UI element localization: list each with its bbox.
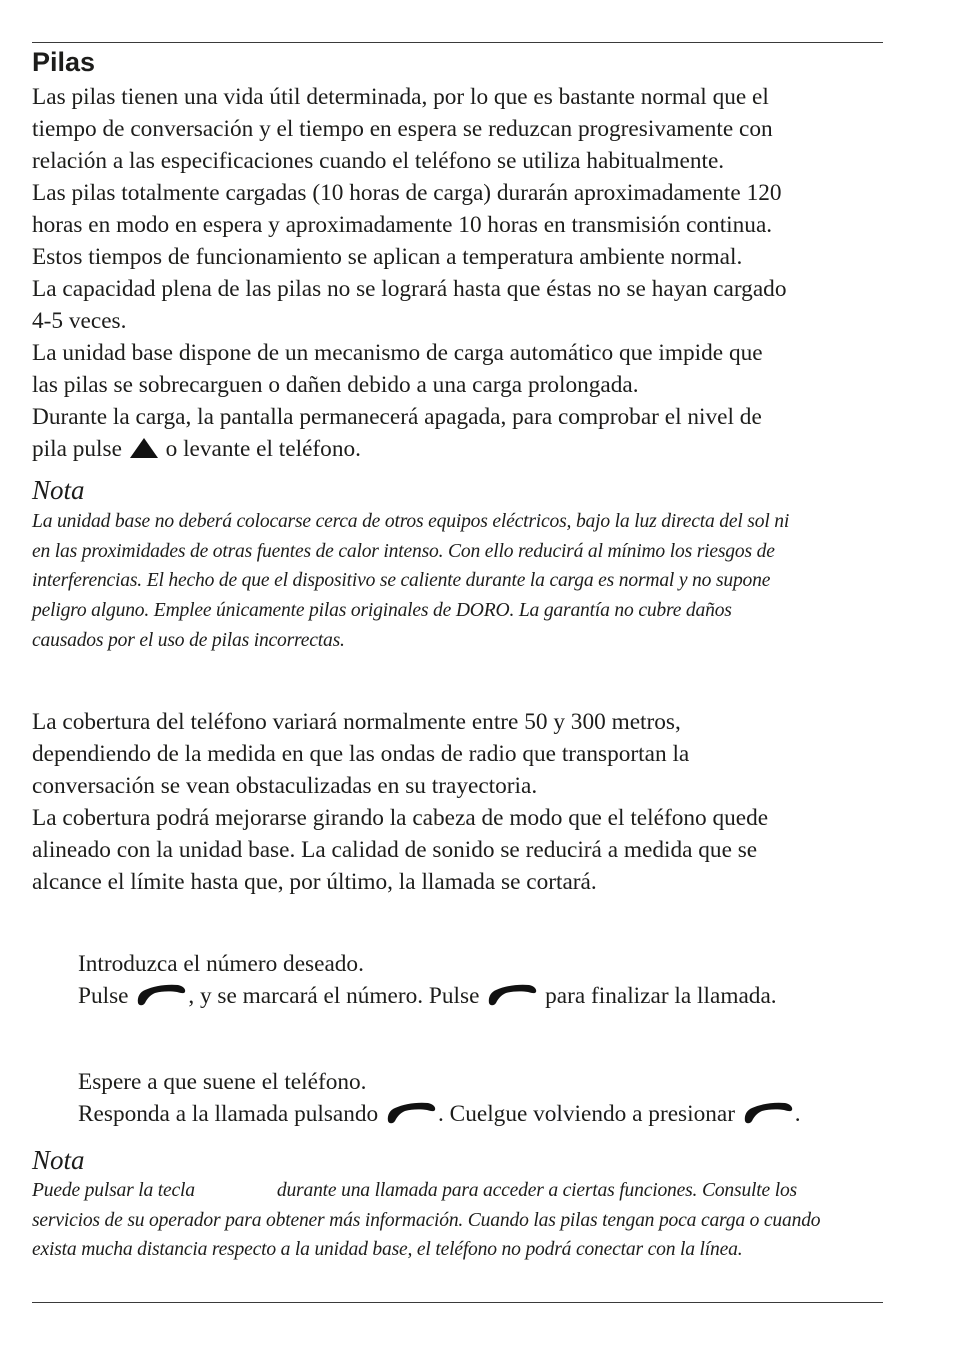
text-line: Estos tiempos de funcionamiento se aplican a temperatura ambiente normal. [32,244,743,270]
note-line: La unidad base no deberá colocarse cerca de otros equipos eléctricos, bajo la luz directa del sol ni [32,511,790,532]
text-line: La cobertura del teléfono variará normalmente entre 50 y 300 metros, [32,709,681,735]
text-line: Las pilas tienen una vida útil determinada, por lo que es bastante normal que el [32,84,769,110]
note-line: en las proximidades de otras fuentes de calor intenso. Con ello reducirá al mínimo los riesgos de [32,540,775,562]
text-fragment: o levante el teléfono. [159,436,361,462]
note-text [32,507,789,656]
note-line [32,1176,820,1206]
text-line [78,1098,948,1134]
make-call-instructions [78,948,948,1016]
text-line: alineado con la unidad base. La calidad de sonido se reducirá a medida que se [32,837,758,863]
text-line: La capacidad plena de las pilas no se logrará hasta que éstas no se hayan cargado [32,276,787,302]
bottom-rule [32,1302,883,1303]
text-fragment: durante una llamada para acceder a ciertas funciones. Consulte los [276,1180,797,1201]
text-line: 4-5 veces. [32,308,127,334]
up-arrow-icon [128,436,160,469]
note-text [32,1176,820,1265]
phone-handset-icon [134,981,188,1016]
note-line: interferencias. El hecho de que el dispositivo se caliente durante la carga es normal y no supone [32,570,771,592]
note-line: peligro alguno. Emplee únicamente pilas originales de DORO. La garantía no cubre daños [32,600,732,622]
text-fragment: pila pulse [32,436,128,462]
note-title: Nota [32,1145,85,1175]
text-fragment: Responda a la llamada pulsando [78,1101,385,1127]
section-heading: Pilas [32,47,96,77]
top-rule [32,42,883,43]
text-line: Durante la carga, la pantalla permanecerá apagada, para comprobar el nivel de [32,404,762,430]
text-line [32,433,902,469]
text-line: Introduzca el número deseado. [78,951,364,977]
text-fragment: para finalizar la llamada. [539,983,777,1009]
text-line: Espere a que suene el teléfono. [78,1069,367,1095]
text-line: conversación se vean obstaculizadas en su trayectoria. [32,773,538,799]
text-line: tiempo de conversación y el tiempo en espera se reduzcan progresivamente con [32,116,773,142]
note-line: exista mucha distancia respecto a la unidad base, el teléfono no podrá conectar con la línea. [32,1239,743,1261]
note-title: Nota [32,475,85,505]
text-line [78,980,948,1016]
note-line: causados por el uso de pilas incorrectas. [32,629,345,651]
text-fragment: Pulse [78,983,135,1009]
text-fragment: , y se marcará el número. Pulse [188,983,486,1009]
text-fragment: . [794,1101,801,1127]
text-line: La unidad base dispone de un mecanismo de carga automático que impide que [32,340,763,366]
text-line: La cobertura podrá mejorarse girando la cabeza de modo que el teléfono quede [32,805,769,831]
text-line: las pilas se sobrecarguen o dañen debido a una carga prolongada. [32,372,639,398]
battery-paragraph [32,81,902,469]
text-fragment: . Cuelgue volviendo a presionar [438,1101,741,1127]
text-line: horas en modo en espera y aproximadamente 10 horas en transmisión continua. [32,212,773,238]
text-fragment: Puede pulsar la tecla [32,1180,195,1201]
text-line: Las pilas totalmente cargadas (10 horas de carga) durarán aproximadamente 120 [32,180,782,206]
note-line: servicios de su operador para obtener más información. Cuando las pilas tengan poca carga o cuando [32,1209,821,1231]
coverage-paragraph [32,706,902,898]
phone-handset-icon [741,1099,795,1134]
receive-call-instructions [78,1066,948,1134]
phone-handset-icon [384,1099,438,1134]
text-line: alcance el límite hasta que, por último, la llamada se cortará. [32,869,597,895]
text-line: dependiendo de la medida en que las ondas de radio que transportan la [32,741,690,767]
phone-handset-icon [485,981,539,1016]
text-line: relación a las especificaciones cuando el teléfono se utiliza habitualmente. [32,148,725,174]
